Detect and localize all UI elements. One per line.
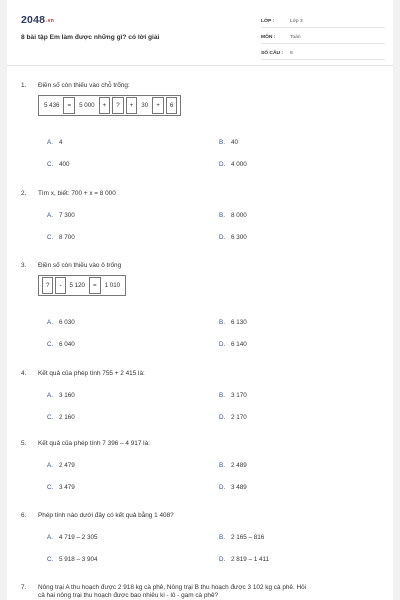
answer-option-a[interactable] [47,212,75,219]
question-text [21,262,381,269]
equation-term: 30 [141,102,149,109]
question-5 [21,440,381,491]
option-value: 5 918 – 3 904 [59,556,98,563]
equation-op: + [126,97,138,114]
option-value: 2 165 – 816 [231,534,265,541]
question-prompt: Nông trại A thu hoạch được 2 918 kg cà phê, Nông trại B thu hoạch được 3 102 kg cà phê. Hỏi [38,584,307,591]
answer-option-d[interactable] [219,414,247,421]
question-4 [21,370,381,421]
question-number: 4. [21,370,27,377]
equation-term: 5 120 [69,282,85,289]
answer-option-a[interactable] [47,392,75,399]
option-letter: B. [219,319,225,326]
equation-term: 6 [166,97,177,114]
worksheet-header [7,0,393,66]
question-prompt-continued: cả hai nông trại thu hoạch được bao nhiêu ki - lô - gam cà phê? [38,592,219,599]
meta-label: MÔN : [261,35,276,40]
meta-label: LỚP : [261,19,275,24]
answer-option-c[interactable] [47,414,75,421]
page-title: 8 bài tập Em làm được những gì? có lời giải [21,34,160,41]
question-text [21,584,381,591]
logo-text: 2048 [21,14,46,26]
meta-value: Lớp 3 [290,19,303,24]
equation-op: + [152,97,164,114]
answer-option-c[interactable] [47,161,70,168]
option-letter: D. [219,414,226,421]
question-3 [21,262,381,348]
option-value: 3 160 [59,392,75,399]
answer-option-c[interactable] [47,556,98,563]
equation-op: - [55,277,65,294]
worksheet-page [7,0,393,600]
question-prompt: Điền số còn thiếu vào ô trống [38,262,122,269]
question-number: 1. [21,82,27,89]
answer-option-a[interactable] [47,462,75,469]
question-7 [21,584,381,600]
option-letter: C. [47,161,54,168]
equation-term: 1 010 [104,282,121,289]
equation-op: = [63,97,75,114]
option-value: 4 719 – 2 305 [59,534,98,541]
option-letter: B. [219,212,225,219]
question-number: 5. [21,440,27,447]
question-prompt: Kết quả của phép tính 7 396 – 4 917 là: [38,440,150,447]
option-value: 2 479 [59,462,75,469]
meta-row-count [261,44,385,60]
option-value: 4 [59,139,63,146]
option-value: 6 040 [59,341,75,348]
option-letter: D. [219,484,226,491]
question-prompt: Tìm x, biết: 700 + x = 8 000 [38,190,116,197]
option-letter: A. [47,319,53,326]
question-number: 2. [21,190,27,197]
equation-term: 5 000 [79,102,95,109]
meta-row-class [261,12,385,28]
answer-option-c[interactable] [47,234,75,241]
option-letter: C. [47,341,54,348]
option-value: 8 700 [59,234,75,241]
option-value: 3 479 [59,484,75,491]
equation-term: 5 436 [44,102,60,109]
option-letter: A. [47,462,53,469]
option-letter: A. [47,534,53,541]
site-logo[interactable] [21,14,54,26]
option-value: 3 170 [231,392,247,399]
option-value: 3 489 [231,484,247,491]
meta-value: Toán [290,35,301,40]
option-value: 2 819 – 1 411 [231,556,270,563]
option-value: 2 489 [231,462,247,469]
question-number: 6. [21,512,27,519]
option-letter: B. [219,534,225,541]
question-1 [21,82,381,168]
option-letter: A. [47,212,53,219]
option-letter: D. [219,341,226,348]
meta-row-subject [261,28,385,44]
question-number: 3. [21,262,27,269]
option-letter: D. [219,556,226,563]
answer-option-b[interactable] [219,319,247,326]
question-text [21,82,381,89]
equation-blank: ? [42,277,53,294]
option-value: 6 300 [231,234,247,241]
worksheet-meta [261,12,385,60]
option-letter: B. [219,139,225,146]
equation-blank: ? [112,97,123,114]
answer-option-b[interactable] [219,139,238,146]
meta-value: 8 [290,51,293,56]
answer-option-d[interactable] [219,556,269,563]
answer-option-b[interactable] [219,462,247,469]
logo-suffix: .vn [46,18,54,24]
answer-option-a[interactable] [47,534,98,541]
answer-option-d[interactable] [219,234,247,241]
option-value: 2 160 [59,414,75,421]
option-letter: D. [219,234,226,241]
question-text [21,440,381,447]
equation-op: = [89,277,101,294]
equation-box [38,275,126,296]
answer-option-c[interactable] [47,484,75,491]
answer-option-b[interactable] [219,212,247,219]
equation-op: + [99,97,111,114]
option-letter: A. [47,139,53,146]
equation-box [38,95,181,116]
option-value: 40 [231,139,239,146]
option-value: 6 130 [231,319,247,326]
option-value: 8 000 [231,212,247,219]
meta-label: SỐ CÂU : [261,51,284,56]
answer-option-d[interactable] [219,484,247,491]
option-letter: C. [47,556,54,563]
option-letter: D. [219,161,226,168]
answer-option-d[interactable] [219,161,247,168]
option-value: 6 030 [59,319,75,326]
answer-option-b[interactable] [219,534,264,541]
question-text [21,512,381,519]
option-value: 4 000 [231,161,247,168]
question-text [21,370,381,377]
option-letter: B. [219,392,225,399]
option-letter: A. [47,392,53,399]
answer-option-d[interactable] [219,341,247,348]
answer-option-c[interactable] [47,341,75,348]
answer-option-a[interactable] [47,319,75,326]
answer-option-b[interactable] [219,392,247,399]
question-prompt: Kết quả của phép tính 755 + 2 415 là: [38,370,145,377]
option-letter: C. [47,414,54,421]
answer-option-a[interactable] [47,139,63,146]
question-text [21,190,381,197]
question-prompt: Phép tính nào dưới đây có kết quả bằng 1 408? [38,512,174,519]
option-letter: C. [47,484,54,491]
option-value: 400 [59,161,70,168]
question-prompt: Điền số còn thiếu vào chỗ trống: [38,82,130,89]
question-2 [21,190,381,241]
option-value: 6 140 [231,341,247,348]
option-value: 2 170 [231,414,247,421]
question-number: 7. [21,584,27,591]
question-6 [21,512,381,563]
option-letter: B. [219,462,225,469]
option-value: 7 300 [59,212,75,219]
option-letter: C. [47,234,54,241]
